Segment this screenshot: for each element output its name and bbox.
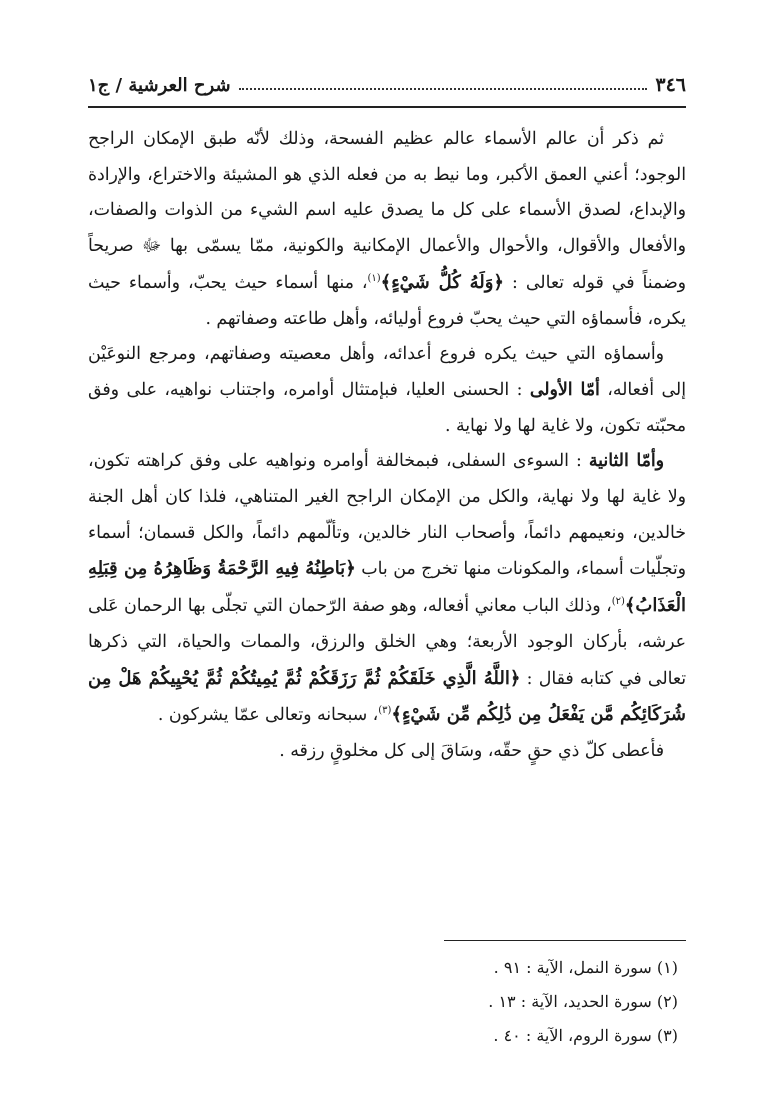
quran-verse: ﴿وَلَهُ كُلُّ شَيْءٍ﴾ [380, 271, 504, 293]
footnotes [88, 953, 678, 1055]
text-segment: ، سبحانه وتعالى عمّا يشركون . [157, 705, 379, 726]
text-segment: : الحسنى العليا، فبإمتثال أوامره، واجتناب نواهيه، على وفق محبّته تكون، ولا غاية لها ولا نهاية . [88, 379, 686, 436]
book-page [88, 70, 686, 1090]
text-segment: ، وذلك الباب معاني أفعاله، وهو صفة الرّحمان التي تجلّى بها الرحمان عَلى عرشه، بأركان الوجود الأربعة؛ وهي الخلق والرزق، والممات والحياة، التي ذكرها تعالى في كتابه فقال : [88, 596, 686, 689]
paragraph [88, 337, 686, 444]
footnote: (٢) سورة الحديد، الآية : ١٣ . [488, 992, 678, 1011]
main-text [88, 122, 686, 770]
text-segment: ، منها أسماء حيث يحبّ، وأسماء حيث يكره، فأسماؤه التي حيث يحبّ فروع أوليائه، وأهل طاعته وصفاتهم . [88, 272, 686, 329]
footnote-reference: (٢) [611, 596, 625, 608]
running-header [88, 70, 686, 100]
page-number: ٣٤٦ [655, 74, 686, 96]
paragraph [88, 122, 686, 337]
footnote: (٣) سورة الروم، الآية : ٤٠ . [493, 1026, 678, 1045]
text-segment: فأعطى كلّ ذي حقٍ حقّه، وسَاقَ إلى كل مخلوقٍ رزقه . [279, 740, 664, 761]
text-segment: ثم ذكر أن عالم الأسماء عالم عظيم الفسحة، وذلك لأنّه طبق الإمكان الراجح الوجود؛ أعني العمق الأكبر، وما نيط به من فعله الذي هو المشيئة والاختراع، والإرادة والإبداع، لصدق الأسماء على كل ما يصدق عليه اسم الشيء من الذوات والصفات، والأفعال والأقوال، والأحوال والأعمال الإمكانية والكونية، ممّا يسمّى بها ﷻ صريحاً وضمناً في قوله تعالى : [88, 129, 686, 293]
header-rule [88, 106, 686, 108]
paragraph [88, 444, 686, 734]
footnote-separator [444, 940, 686, 941]
footnote-reference: (١) [367, 273, 381, 285]
bold-heading-text: أمّا الأولى [529, 379, 600, 400]
quran-verse: ﴿اللَّهُ الَّذِي خَلَقَكُمْ ثُمَّ رَزَقَكُمْ ثُمَّ يُمِيتُكُمْ ثُمَّ يُحْيِيكُمْ هَلْ مِن شُرَكَائِكُم مَّن يَفْعَلُ مِن ذَٰلِكُم مِّن شَيْءٍ﴾ [88, 667, 686, 726]
footnote: (١) سورة النمل، الآية : ٩١ . [493, 958, 678, 977]
text-segment: وأسماؤه التي حيث يكره فروع أعدائه، وأهل معصيته وصفاتهم، ومرجع النوعَيْن إلى أفعاله، [88, 344, 687, 400]
bold-heading-text: وأمّا الثانية [588, 451, 664, 472]
paragraph [88, 734, 686, 770]
header-dotted-leader [239, 88, 648, 90]
quran-verse: ﴿بَاطِنُهُ فِيهِ الرَّحْمَةُ وَظَاهِرُهُ مِن قِبَلِهِ الْعَذَابُ﴾ [88, 558, 686, 617]
footnote-reference: (٣) [378, 705, 392, 717]
text-segment: : السوءى السفلى، فبمخالفة أوامره ونواهيه على وفق كراهته تكون، ولا غاية لها ولا نهاية، والكل من الإمكان الراجح الغير المتناهي، فلذا كان أهل الجنة خالدين، ونعيمهم دائماً، وأصحاب النار خالدين، وتألّمهم دائماً، والكل قسمان؛ أسماء وتجلّيات أسماء، والمكونات منها تخرج من باب [88, 451, 687, 580]
book-title: شرح العرشية / ج١ [88, 74, 231, 96]
